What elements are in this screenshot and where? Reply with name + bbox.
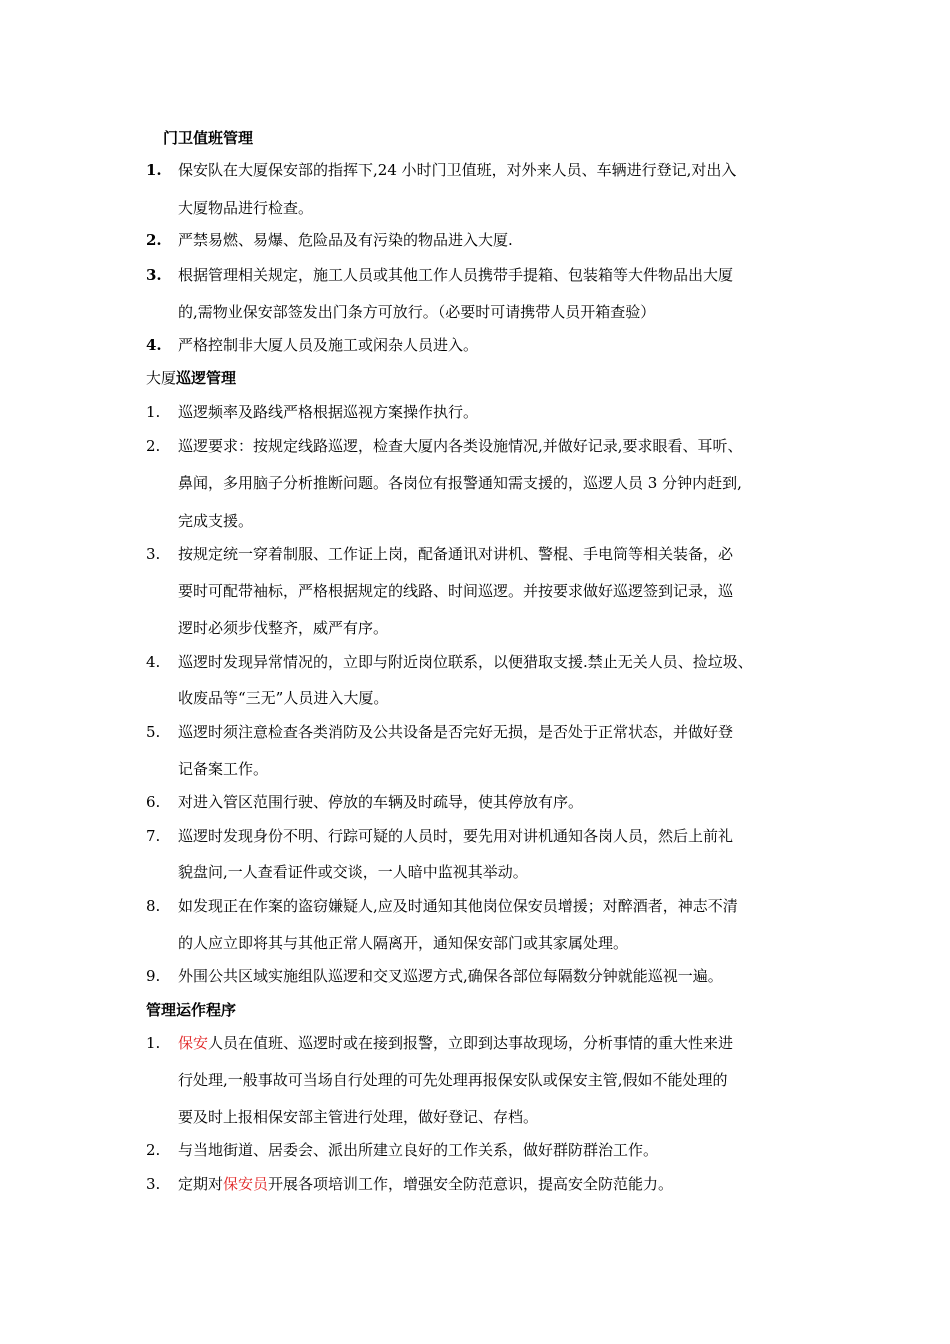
- section-title-patrol: 大厦巡逻管理: [146, 369, 237, 387]
- highlighted-text: 保安: [178, 1034, 209, 1052]
- highlighted-text: 保安员: [223, 1175, 269, 1193]
- section-title-gate-duty: 门卫值班管理: [163, 129, 254, 147]
- document-page: 门卫值班管理 1. 保安队在大厦保安部的指挥下,24 小时门卫值班，对外来人员、车辆进行登记,对出入 大厦物品进行检查。 2. 严禁易燃、易爆、危险品及有污染的物品进入大厦. 3. 根据管理相关规定，施工人员或其他工作人员携带手提箱、包装箱等大件物品出大厦 的,需物业保安部签发出门条方可放行。（必要时可请携带人员开箱查验） 4. 严格控制非大厦人员及施工或闲杂人员进入。 大厦巡逻管理 1. 巡逻频率及路线严格根据巡视方案操作执行。 2. 巡逻要求：按规定线路巡逻，检查大厦内各类设施情况,并做好记录,要求眼看、耳听、 鼻闻，多用脑子分析推断问题。各岗位有报警通知需支援的，巡逻人员 3 分钟内赶到, 完成支援。 3. 按规定统一穿着制服、工作证上岗，配备通讯对讲机、警棍、手电筒等相关装备，必 要时可配带袖标，严格根据规定的线路、时间巡逻。并按要求做好巡逻签到记录，巡 逻时必须步伐整齐，威严有序。 4. 巡逻时发现异常情况的，立即与附近岗位联系，以便猎取支援.禁止无关人员、捡垃圾、 收废品等“三无”人员进入大厦。 5. 巡逻时须注意检查各类消防及公共设备是否完好无损，是否处于正常状态，并做好登 记备案工作。 6. 对进入管区范围行驶、停放的车辆及时疏导，使其停放有序。 7. 巡逻时发现身份不明、行踪可疑的人员时，要先用对讲机通知各岗人员，然后上前礼 貌盘问,一人查看证件或交谈，一人暗中监视其举动。 8. 如发现正在作案的盗窃嫌疑人,应及时通知其他岗位保安员增援；对醉酒者，神志不清 的人应立即将其与其他正常人隔离开，通知保安部门或其家属处理。 9. 外围公共区域实施组队巡逻和交叉巡逻方式,确保各部位每隔数分钟就能巡视一遍。 管理运作程序 1. 保安人员在值班、巡逻时或在接到报警，立即到达事故现场，分析事情的重大性来进 行处理,一般事故可当场自行处理的可先处理再报保安队或保安主管,假如不能处理的 要及时上报相保安部主管进行处理，做好登记、存档。 2. 与当地街道、居委会、派出所建立良好的工作关系，做好群防群治工作。 3. 定期对保安员开展各项培训工作，增强安全防范意识，提高安全防范能力。: [146, 129, 753, 1193]
- section-title-procedure: 管理运作程序: [146, 1001, 237, 1019]
